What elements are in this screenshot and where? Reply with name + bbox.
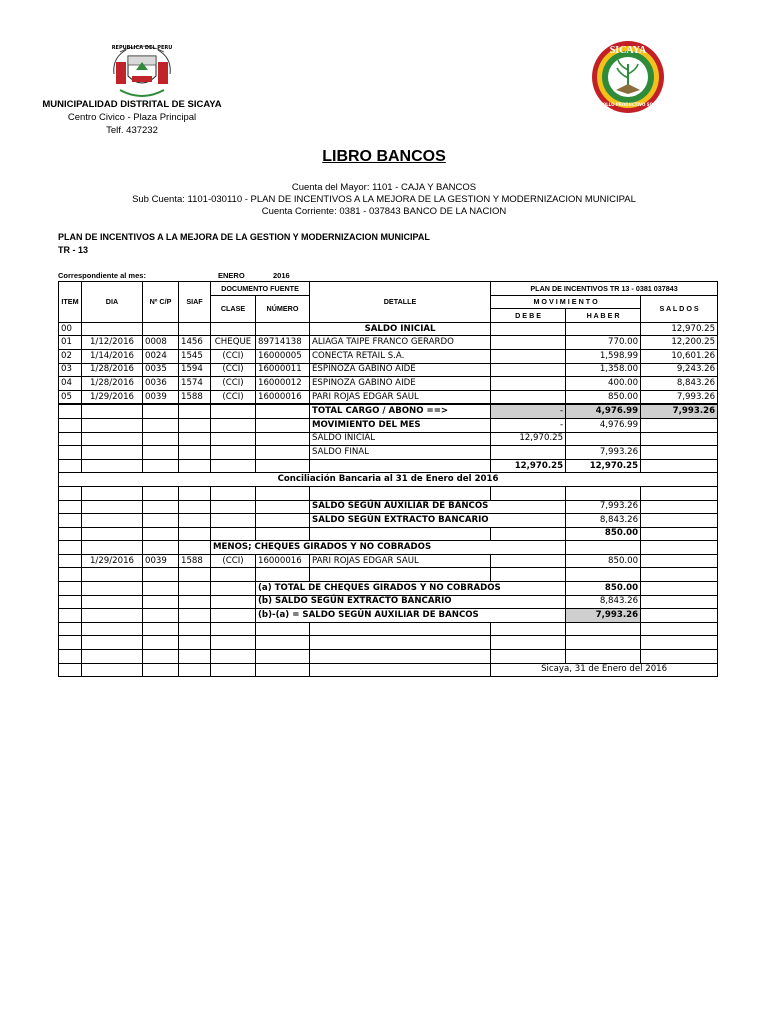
sicaya-logo bbox=[584, 40, 672, 114]
table-row bbox=[59, 363, 718, 377]
table-cell bbox=[59, 486, 82, 500]
table-cell: (b)-(a) = SALDO SEGÚN AUXILIAR DE BANCOS bbox=[256, 609, 566, 623]
correspondiente-label: Correspondiente al mes: bbox=[58, 271, 146, 280]
table-cell bbox=[641, 486, 718, 500]
saldo-inicial-summary-row bbox=[59, 432, 718, 446]
table-cell: 03 bbox=[59, 363, 82, 377]
table-cell bbox=[82, 622, 143, 636]
table-cell: 89714138 bbox=[256, 336, 310, 350]
table-cell bbox=[82, 432, 143, 446]
table-cell: (b) SALDO SEGÚN EXTRACTO BANCARIO bbox=[256, 595, 566, 609]
table-cell bbox=[310, 568, 491, 582]
table-cell bbox=[143, 663, 179, 677]
table-cell bbox=[566, 636, 641, 650]
col-saldos: S A L D O S bbox=[641, 295, 718, 322]
table-cell: SALDO SEGÚN AUXILIAR DE BANCOS bbox=[310, 500, 491, 514]
table-cell bbox=[59, 527, 82, 541]
table-cell bbox=[179, 404, 211, 418]
table-row bbox=[59, 390, 718, 404]
table-cell bbox=[143, 514, 179, 528]
table-cell: (CCI) bbox=[211, 349, 256, 363]
table-cell bbox=[491, 622, 566, 636]
table-cell bbox=[82, 446, 143, 460]
col-plan-cuenta: PLAN DE INCENTIVOS TR 13 - 0381 037843 bbox=[491, 282, 718, 296]
table-cell: SALDO SEGÚN EXTRACTO BANCARIO bbox=[310, 514, 491, 528]
year-value: 2016 bbox=[273, 271, 290, 280]
table-cell bbox=[59, 650, 82, 664]
table-cell bbox=[491, 486, 566, 500]
table-cell bbox=[179, 459, 211, 473]
table-cell bbox=[256, 432, 310, 446]
table-cell bbox=[82, 527, 143, 541]
table-cell bbox=[143, 500, 179, 514]
col-dia: DIA bbox=[82, 282, 143, 323]
table-cell bbox=[641, 432, 718, 446]
table-cell: 1594 bbox=[179, 363, 211, 377]
table-cell bbox=[566, 541, 641, 555]
footer-date: Sicaya, 31 de Enero del 2016 bbox=[491, 663, 718, 677]
table-cell bbox=[82, 568, 143, 582]
table-cell bbox=[143, 527, 179, 541]
table-cell: 7,993.26 bbox=[566, 446, 641, 460]
table-cell: MOVIMIENTO DEL MES bbox=[310, 418, 491, 432]
table-cell bbox=[59, 404, 82, 418]
table-cell bbox=[82, 609, 143, 623]
municipal-seal bbox=[106, 40, 178, 100]
total-label: TOTAL CARGO / ABONO ==> bbox=[310, 404, 491, 418]
table-cell bbox=[179, 486, 211, 500]
table-cell: SALDO INICIAL bbox=[310, 432, 491, 446]
table-cell bbox=[256, 500, 310, 514]
cuenta-mayor: Cuenta del Mayor: 1101 - CAJA Y BANCOS bbox=[291, 182, 477, 193]
table-cell bbox=[211, 500, 256, 514]
table-cell bbox=[59, 514, 82, 528]
table-cell bbox=[179, 582, 211, 596]
table-cell: MENOS; CHEQUES GIRADOS Y NO COBRADOS bbox=[211, 541, 566, 555]
table-cell bbox=[82, 663, 143, 677]
table-cell bbox=[82, 595, 143, 609]
blank-row bbox=[59, 622, 718, 636]
table-cell: (CCI) bbox=[211, 363, 256, 377]
col-clase: CLASE bbox=[211, 295, 256, 322]
table-cell: 1456 bbox=[179, 336, 211, 350]
plan-title: PLAN DE INCENTIVOS A LA MEJORA DE LA GESTION Y MODERNIZACION MUNICIPAL bbox=[58, 232, 430, 242]
table-cell bbox=[256, 568, 310, 582]
table-cell bbox=[491, 554, 566, 568]
table-cell: PARI ROJAS EDGAR SAUL bbox=[310, 554, 491, 568]
table-cell: 1,358.00 bbox=[566, 363, 641, 377]
table-cell bbox=[641, 609, 718, 623]
table-cell bbox=[211, 609, 256, 623]
table-cell bbox=[179, 609, 211, 623]
col-debe: D E B E bbox=[491, 309, 566, 323]
table-cell bbox=[256, 527, 310, 541]
table-cell: PARI ROJAS EDGAR SAUL bbox=[310, 390, 491, 404]
municipality-address: Centro Civico - Plaza Principal bbox=[67, 112, 197, 123]
blank-row bbox=[59, 568, 718, 582]
table-cell: ALIAGA TAIPE FRANCO GERARDO bbox=[310, 336, 491, 350]
table-cell bbox=[211, 568, 256, 582]
table-cell bbox=[491, 446, 566, 460]
table-cell: 0008 bbox=[143, 336, 179, 350]
table-cell: 16000016 bbox=[256, 554, 310, 568]
page-title: LIBRO BANCOS bbox=[322, 148, 446, 165]
table-header-row bbox=[59, 282, 718, 296]
table-cell: 770.00 bbox=[566, 336, 641, 350]
table-cell bbox=[566, 568, 641, 582]
table-cell: 1588 bbox=[179, 554, 211, 568]
table-cell bbox=[641, 595, 718, 609]
table-cell bbox=[566, 486, 641, 500]
conciliacion-title: Conciliación Bancaria al 31 de Enero del 2016 bbox=[59, 473, 718, 487]
table-cell: 1545 bbox=[179, 349, 211, 363]
table-cell bbox=[143, 446, 179, 460]
table-cell bbox=[179, 432, 211, 446]
table-cell: ESPINOZA GABINO AIDE bbox=[310, 377, 491, 391]
table-cell bbox=[59, 609, 82, 623]
table-cell bbox=[211, 595, 256, 609]
table-cell bbox=[491, 336, 566, 350]
table-cell bbox=[179, 527, 211, 541]
table-cell bbox=[566, 432, 641, 446]
table-cell: 0024 bbox=[143, 349, 179, 363]
table-cell bbox=[82, 514, 143, 528]
table-cell: 0039 bbox=[143, 554, 179, 568]
table-cell: (CCI) bbox=[211, 554, 256, 568]
table-cell: 16000016 bbox=[256, 390, 310, 404]
table-cell: 7,993.26 bbox=[566, 609, 641, 623]
blank-row bbox=[59, 636, 718, 650]
logo-motto: DESARROLLO PRODUCTIVO SOLIDARIO bbox=[584, 102, 672, 107]
table-cell bbox=[143, 486, 179, 500]
table-cell bbox=[143, 418, 179, 432]
table-cell bbox=[143, 636, 179, 650]
table-cell bbox=[566, 650, 641, 664]
table-cell bbox=[179, 322, 211, 336]
table-cell bbox=[179, 541, 211, 555]
total-haber: 4,976.99 bbox=[566, 404, 641, 418]
table-cell bbox=[82, 541, 143, 555]
table-cell bbox=[143, 568, 179, 582]
table-cell bbox=[256, 459, 310, 473]
table-cell bbox=[179, 636, 211, 650]
pending-row bbox=[59, 554, 718, 568]
table-cell: 400.00 bbox=[566, 377, 641, 391]
table-row bbox=[59, 377, 718, 391]
table-cell bbox=[59, 500, 82, 514]
table-cell: 16000012 bbox=[256, 377, 310, 391]
table-cell: 16000005 bbox=[256, 349, 310, 363]
table-cell: (CCI) bbox=[211, 377, 256, 391]
table-cell: 00 bbox=[59, 322, 82, 336]
logo-text: SICAYA bbox=[609, 45, 647, 56]
table-cell bbox=[256, 663, 310, 677]
table-cell bbox=[59, 432, 82, 446]
sum-row bbox=[59, 459, 718, 473]
table-cell bbox=[211, 459, 256, 473]
table-cell: 12,200.25 bbox=[641, 336, 718, 350]
table-cell bbox=[59, 663, 82, 677]
table-cell: 9,243.26 bbox=[641, 363, 718, 377]
table-cell bbox=[59, 418, 82, 432]
table-cell bbox=[59, 595, 82, 609]
tr-label: TR - 13 bbox=[58, 245, 89, 255]
table-cell bbox=[179, 446, 211, 460]
table-cell bbox=[211, 514, 256, 528]
table-row bbox=[59, 349, 718, 363]
table-cell bbox=[59, 568, 82, 582]
table-cell bbox=[491, 500, 566, 514]
table-cell bbox=[143, 609, 179, 623]
table-cell bbox=[641, 500, 718, 514]
table-cell bbox=[82, 404, 143, 418]
bank-ledger-table bbox=[58, 281, 718, 677]
blank-row bbox=[59, 650, 718, 664]
table-cell bbox=[641, 514, 718, 528]
table-cell bbox=[256, 404, 310, 418]
table-cell: 1/29/2016 bbox=[82, 554, 143, 568]
table-cell bbox=[310, 459, 491, 473]
table-cell bbox=[59, 541, 82, 555]
table-cell bbox=[82, 418, 143, 432]
table-cell bbox=[211, 446, 256, 460]
table-cell: 1/14/2016 bbox=[82, 349, 143, 363]
table-cell: 850.00 bbox=[566, 390, 641, 404]
table-cell bbox=[491, 390, 566, 404]
table-cell: 0036 bbox=[143, 377, 179, 391]
table-cell bbox=[641, 541, 718, 555]
table-cell bbox=[641, 418, 718, 432]
table-cell bbox=[82, 636, 143, 650]
table-cell: (a) TOTAL DE CHEQUES GIRADOS Y NO COBRADOS bbox=[256, 582, 566, 596]
table-cell bbox=[211, 486, 256, 500]
table-cell bbox=[641, 568, 718, 582]
total-b-row bbox=[59, 595, 718, 609]
table-cell bbox=[256, 636, 310, 650]
table-cell: 0035 bbox=[143, 363, 179, 377]
table-cell: 1/12/2016 bbox=[82, 336, 143, 350]
table-cell bbox=[179, 622, 211, 636]
table-cell bbox=[211, 582, 256, 596]
movimiento-row bbox=[59, 418, 718, 432]
table-cell bbox=[82, 500, 143, 514]
col-item: ITEM bbox=[59, 282, 82, 323]
table-cell bbox=[59, 459, 82, 473]
month-value: ENERO bbox=[218, 271, 245, 280]
table-cell bbox=[211, 636, 256, 650]
table-cell bbox=[310, 663, 491, 677]
aux-row bbox=[59, 500, 718, 514]
table-cell: 850.00 bbox=[566, 554, 641, 568]
table-cell: 1/29/2016 bbox=[82, 390, 143, 404]
table-cell bbox=[256, 622, 310, 636]
table-cell bbox=[491, 568, 566, 582]
table-cell bbox=[143, 541, 179, 555]
table-cell: SALDO FINAL bbox=[310, 446, 491, 460]
table-cell bbox=[256, 322, 310, 336]
table-cell: 12,970.25 bbox=[491, 432, 566, 446]
table-cell bbox=[256, 446, 310, 460]
saldo-inicial-label: SALDO INICIAL bbox=[310, 322, 491, 336]
col-doc-fuente: DOCUMENTO FUENTE bbox=[211, 282, 310, 296]
seal-text: REPUBLICA DEL PERU bbox=[111, 45, 173, 51]
diff-row bbox=[59, 527, 718, 541]
table-cell: 7,993.26 bbox=[641, 390, 718, 404]
saldo-final-row bbox=[59, 446, 718, 460]
table-cell: 8,843.26 bbox=[641, 377, 718, 391]
table-cell: 01 bbox=[59, 336, 82, 350]
table-cell bbox=[82, 582, 143, 596]
table-cell bbox=[211, 404, 256, 418]
table-cell bbox=[59, 446, 82, 460]
table-cell bbox=[59, 622, 82, 636]
table-cell bbox=[641, 622, 718, 636]
table-cell bbox=[310, 622, 491, 636]
table-cell: - bbox=[491, 418, 566, 432]
table-cell bbox=[256, 418, 310, 432]
total-row bbox=[59, 404, 718, 418]
table-cell bbox=[143, 432, 179, 446]
blank-row bbox=[59, 486, 718, 500]
table-cell: 10,601.26 bbox=[641, 349, 718, 363]
table-cell: 4,976.99 bbox=[566, 418, 641, 432]
table-cell bbox=[82, 486, 143, 500]
table-cell bbox=[566, 322, 641, 336]
col-numero: NÚMERO bbox=[256, 295, 310, 322]
table-cell bbox=[211, 527, 256, 541]
table-cell bbox=[211, 650, 256, 664]
table-cell bbox=[641, 636, 718, 650]
table-cell bbox=[82, 650, 143, 664]
table-cell: 16000011 bbox=[256, 363, 310, 377]
table-cell bbox=[310, 486, 491, 500]
table-cell bbox=[143, 459, 179, 473]
table-cell: CHEQUE bbox=[211, 336, 256, 350]
table-cell bbox=[211, 622, 256, 636]
table-cell bbox=[310, 636, 491, 650]
table-cell: 1574 bbox=[179, 377, 211, 391]
table-cell: 12,970.25 bbox=[491, 459, 566, 473]
table-cell bbox=[143, 404, 179, 418]
table-cell bbox=[491, 322, 566, 336]
saldo-inicial-value: 12,970.25 bbox=[641, 322, 718, 336]
table-cell: 8,843.26 bbox=[566, 514, 641, 528]
table-cell bbox=[82, 459, 143, 473]
total-ba-row bbox=[59, 609, 718, 623]
table-cell bbox=[211, 663, 256, 677]
table-cell: 7,993.26 bbox=[566, 500, 641, 514]
table-cell: 05 bbox=[59, 390, 82, 404]
table-cell: 850.00 bbox=[566, 527, 641, 541]
table-cell: 02 bbox=[59, 349, 82, 363]
table-cell bbox=[641, 582, 718, 596]
table-cell bbox=[491, 377, 566, 391]
table-cell bbox=[566, 622, 641, 636]
saldo-inicial-row bbox=[59, 322, 718, 336]
table-cell bbox=[59, 554, 82, 568]
table-cell bbox=[211, 418, 256, 432]
col-movimiento: M O V I M I E N T O bbox=[491, 295, 641, 309]
total-saldo: 7,993.26 bbox=[641, 404, 718, 418]
table-cell bbox=[256, 650, 310, 664]
table-cell bbox=[179, 595, 211, 609]
col-haber: H A B E R bbox=[566, 309, 641, 323]
table-cell: 1,598.99 bbox=[566, 349, 641, 363]
table-cell bbox=[491, 363, 566, 377]
table-cell bbox=[211, 432, 256, 446]
table-cell bbox=[179, 418, 211, 432]
table-cell bbox=[143, 622, 179, 636]
table-cell: ESPINOZA GABINO AIDE bbox=[310, 363, 491, 377]
table-cell bbox=[641, 554, 718, 568]
table-cell bbox=[310, 650, 491, 664]
footer-row bbox=[59, 663, 718, 677]
menos-row bbox=[59, 541, 718, 555]
table-cell bbox=[491, 650, 566, 664]
table-cell bbox=[82, 322, 143, 336]
table-cell bbox=[179, 514, 211, 528]
table-cell: 1/28/2016 bbox=[82, 377, 143, 391]
table-cell: CONECTA RETAIL S.A. bbox=[310, 349, 491, 363]
extracto-row bbox=[59, 514, 718, 528]
table-cell: (CCI) bbox=[211, 390, 256, 404]
table-cell bbox=[179, 650, 211, 664]
municipality-block bbox=[0, 98, 264, 137]
cuenta-corriente: Cuenta Corriente: 0381 - 037843 BANCO DE LA NACION bbox=[261, 206, 507, 217]
table-cell: 1/28/2016 bbox=[82, 363, 143, 377]
table-cell: 1588 bbox=[179, 390, 211, 404]
table-cell bbox=[59, 636, 82, 650]
table-cell bbox=[59, 582, 82, 596]
table-cell bbox=[179, 663, 211, 677]
table-cell bbox=[641, 459, 718, 473]
table-cell bbox=[491, 514, 566, 528]
table-cell bbox=[641, 446, 718, 460]
table-cell bbox=[491, 349, 566, 363]
municipality-phone: Telf. 437232 bbox=[106, 125, 158, 136]
table-cell bbox=[143, 582, 179, 596]
col-cp: Nº C/P bbox=[143, 282, 179, 323]
total-debe: - bbox=[491, 404, 566, 418]
municipality-name: MUNICIPALIDAD DISTRITAL DE SICAYA bbox=[42, 99, 222, 110]
table-cell bbox=[641, 527, 718, 541]
table-cell: 850.00 bbox=[566, 582, 641, 596]
col-siaf: SIAF bbox=[179, 282, 211, 323]
table-cell bbox=[143, 322, 179, 336]
table-cell: 12,970.25 bbox=[566, 459, 641, 473]
table-cell bbox=[256, 514, 310, 528]
table-row bbox=[59, 336, 718, 350]
table-cell: 8,843.26 bbox=[566, 595, 641, 609]
table-cell bbox=[143, 595, 179, 609]
table-cell: 0039 bbox=[143, 390, 179, 404]
table-cell: 04 bbox=[59, 377, 82, 391]
table-cell bbox=[256, 486, 310, 500]
col-detalle: DETALLE bbox=[310, 282, 491, 323]
sub-cuenta: Sub Cuenta: 1101-030110 - PLAN DE INCENTIVOS A LA MEJORA DE LA GESTION Y MODERNIZACION MUNICIPAL bbox=[132, 194, 636, 205]
table-cell bbox=[310, 527, 491, 541]
table-cell bbox=[211, 322, 256, 336]
table-cell bbox=[491, 527, 566, 541]
conciliacion-title-row bbox=[59, 473, 718, 487]
total-a-row bbox=[59, 582, 718, 596]
table-cell bbox=[491, 636, 566, 650]
table-cell bbox=[143, 650, 179, 664]
table-cell bbox=[179, 568, 211, 582]
table-cell bbox=[179, 500, 211, 514]
table-cell bbox=[641, 650, 718, 664]
